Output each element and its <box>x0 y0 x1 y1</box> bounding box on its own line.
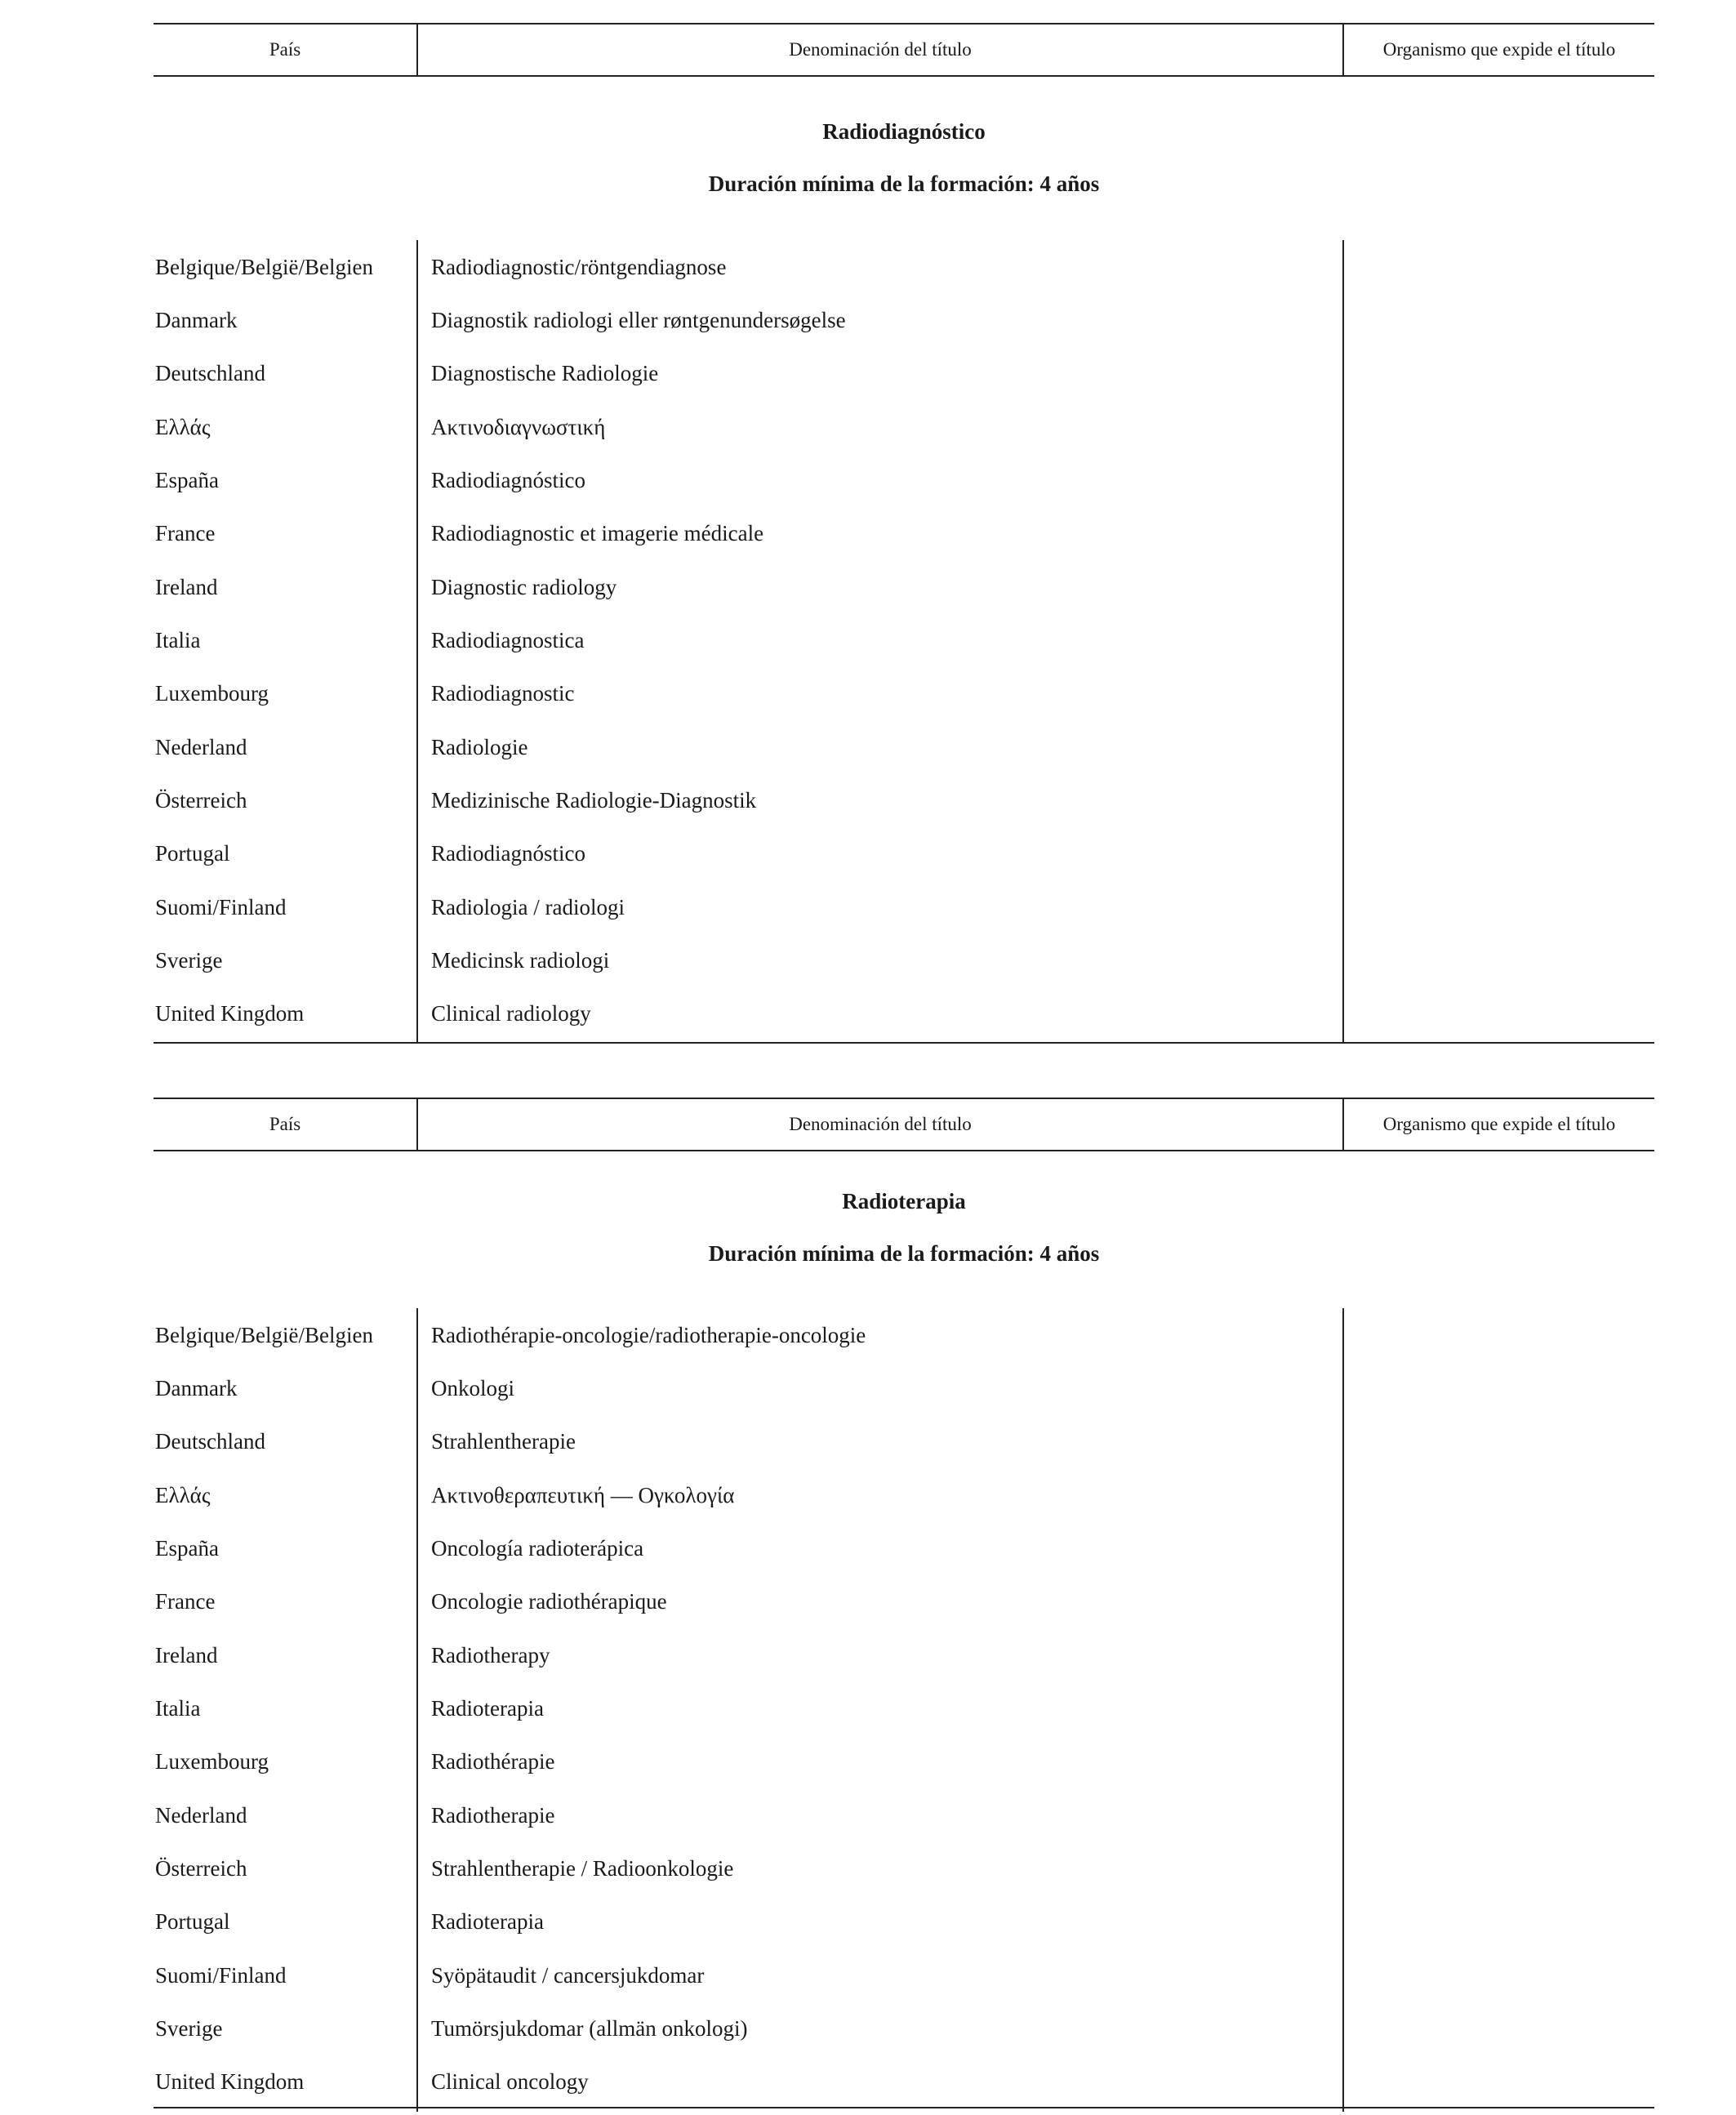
title-name: Syöpätaudit / cancersjukdomar <box>431 1963 705 1988</box>
section-duration: Duración mínima de la formación: 4 años <box>708 1241 1100 1266</box>
country: Italia <box>155 1696 201 1721</box>
country: Suomi/Finland <box>155 1963 287 1988</box>
section-radiodiagnostico <box>154 0 1654 1053</box>
country: Belgique/België/Belgien <box>155 1323 373 1347</box>
table-row <box>154 1734 1654 1788</box>
section-duration: Duración mínima de la formación: 4 años <box>708 171 1100 196</box>
title-name: Radiodiagnostica <box>431 628 585 652</box>
table-row <box>154 613 1654 667</box>
country: España <box>155 1536 219 1561</box>
country: Österreich <box>155 788 247 813</box>
country: Italia <box>155 628 201 652</box>
country: España <box>155 468 219 492</box>
table-row <box>154 1361 1654 1415</box>
header-country: País <box>269 39 301 60</box>
title-name: Diagnostic radiology <box>431 575 617 599</box>
table-row <box>154 933 1654 987</box>
title-name: Radiothérapie-oncologie/radiotherapie-oncologie <box>431 1323 866 1347</box>
title-name: Radiotherapie <box>431 1803 555 1828</box>
table-row <box>154 1574 1654 1628</box>
title-name: Medicinsk radiologi <box>431 948 610 973</box>
country: France <box>155 521 216 545</box>
table-row <box>154 880 1654 934</box>
country: Luxembourg <box>155 1749 269 1774</box>
title-name: Radiothérapie <box>431 1749 555 1774</box>
title-name: Radiodiagnóstico <box>431 841 585 866</box>
table-row <box>154 2055 1654 2108</box>
country: Ireland <box>155 575 218 599</box>
country: Sverige <box>155 2016 223 2041</box>
country: United Kingdom <box>155 2069 305 2094</box>
country: Suomi/Finland <box>155 895 287 919</box>
table-row <box>154 720 1654 774</box>
header-issuing-body: Organismo que expide el título <box>1382 39 1616 60</box>
country: Portugal <box>155 841 230 866</box>
title-name: Ακτινοδιαγνωστική <box>431 415 606 439</box>
section-heading: Radiodiagnóstico <box>822 119 986 144</box>
title-name: Onkologi <box>431 1376 515 1400</box>
country: Danmark <box>155 308 238 332</box>
title-name: Strahlentherapie / Radioonkologie <box>431 1856 734 1881</box>
title-name: Radioterapia <box>431 1909 544 1934</box>
table-row <box>154 346 1654 400</box>
table-row <box>154 400 1654 454</box>
table-row <box>154 1628 1654 1682</box>
title-name: Radiologie <box>431 735 528 759</box>
title-name: Diagnostik radiologi eller røntgenundersøgelse <box>431 308 846 332</box>
section-heading: Radioterapia <box>842 1189 966 1213</box>
table-row <box>154 240 1654 294</box>
title-name: Tumörsjukdomar (allmän onkologi) <box>431 2016 748 2041</box>
table-row <box>154 2001 1654 2055</box>
country: Sverige <box>155 948 223 973</box>
title-name: Radiologia / radiologi <box>431 895 625 919</box>
country: Belgique/België/Belgien <box>155 255 373 279</box>
country: Nederland <box>155 735 247 759</box>
table-bottom-rule <box>154 1042 1654 1044</box>
table-header <box>154 1098 1654 1151</box>
country: Ελλάς <box>155 415 211 439</box>
title-name: Radiodiagnostic <box>431 681 575 706</box>
table-row <box>154 1788 1654 1842</box>
country: Luxembourg <box>155 681 269 706</box>
table-row <box>154 506 1654 560</box>
title-name: Radiodiagnostic et imagerie médicale <box>431 521 764 545</box>
table-row <box>154 986 1654 1040</box>
title-name: Medizinische Radiologie-Diagnostik <box>431 788 757 813</box>
country: Danmark <box>155 1376 238 1400</box>
country: France <box>155 1589 216 1614</box>
table-row <box>154 453 1654 507</box>
country: Nederland <box>155 1803 247 1828</box>
table-row <box>154 1948 1654 2002</box>
country: United Kingdom <box>155 1001 305 1026</box>
title-name: Radioterapia <box>431 1696 544 1721</box>
header-title: Denominación del título <box>789 39 972 60</box>
title-name: Clinical oncology <box>431 2069 589 2094</box>
table-row <box>154 826 1654 880</box>
country: Deutschland <box>155 361 265 385</box>
country: Ireland <box>155 1643 218 1668</box>
title-name: Strahlentherapie <box>431 1429 576 1454</box>
table-row <box>154 1521 1654 1575</box>
table-header <box>154 23 1654 77</box>
title-name: Oncologie radiothérapique <box>431 1589 667 1614</box>
country: Österreich <box>155 1856 247 1881</box>
country: Ελλάς <box>155 1483 211 1507</box>
title-name: Radiodiagnostic/röntgendiagnose <box>431 255 727 279</box>
header-title: Denominación del título <box>789 1114 972 1134</box>
country: Portugal <box>155 1909 230 1934</box>
title-name: Oncología radioterápica <box>431 1536 644 1561</box>
title-name: Radiotherapy <box>431 1643 550 1668</box>
title-name: Diagnostische Radiologie <box>431 361 659 385</box>
table-row <box>154 773 1654 827</box>
table-row <box>154 1681 1654 1735</box>
table-row <box>154 1895 1654 1948</box>
country: Deutschland <box>155 1429 265 1454</box>
title-name: Clinical radiology <box>431 1001 591 1026</box>
title-name: Radiodiagnóstico <box>431 468 585 492</box>
table-bottom-rule <box>154 2107 1654 2108</box>
table-row <box>154 1414 1654 1468</box>
table-row <box>154 293 1654 347</box>
header-issuing-body: Organismo que expide el título <box>1382 1114 1616 1134</box>
section-radioterapia <box>154 1070 1654 2115</box>
table-row <box>154 666 1654 720</box>
header-country: País <box>269 1114 301 1134</box>
table-row <box>154 1308 1654 1362</box>
title-name: Ακτινοθεραπευτική — Ογκολογία <box>431 1483 735 1507</box>
table-row <box>154 560 1654 614</box>
table-row <box>154 1468 1654 1522</box>
table-row <box>154 1841 1654 1895</box>
